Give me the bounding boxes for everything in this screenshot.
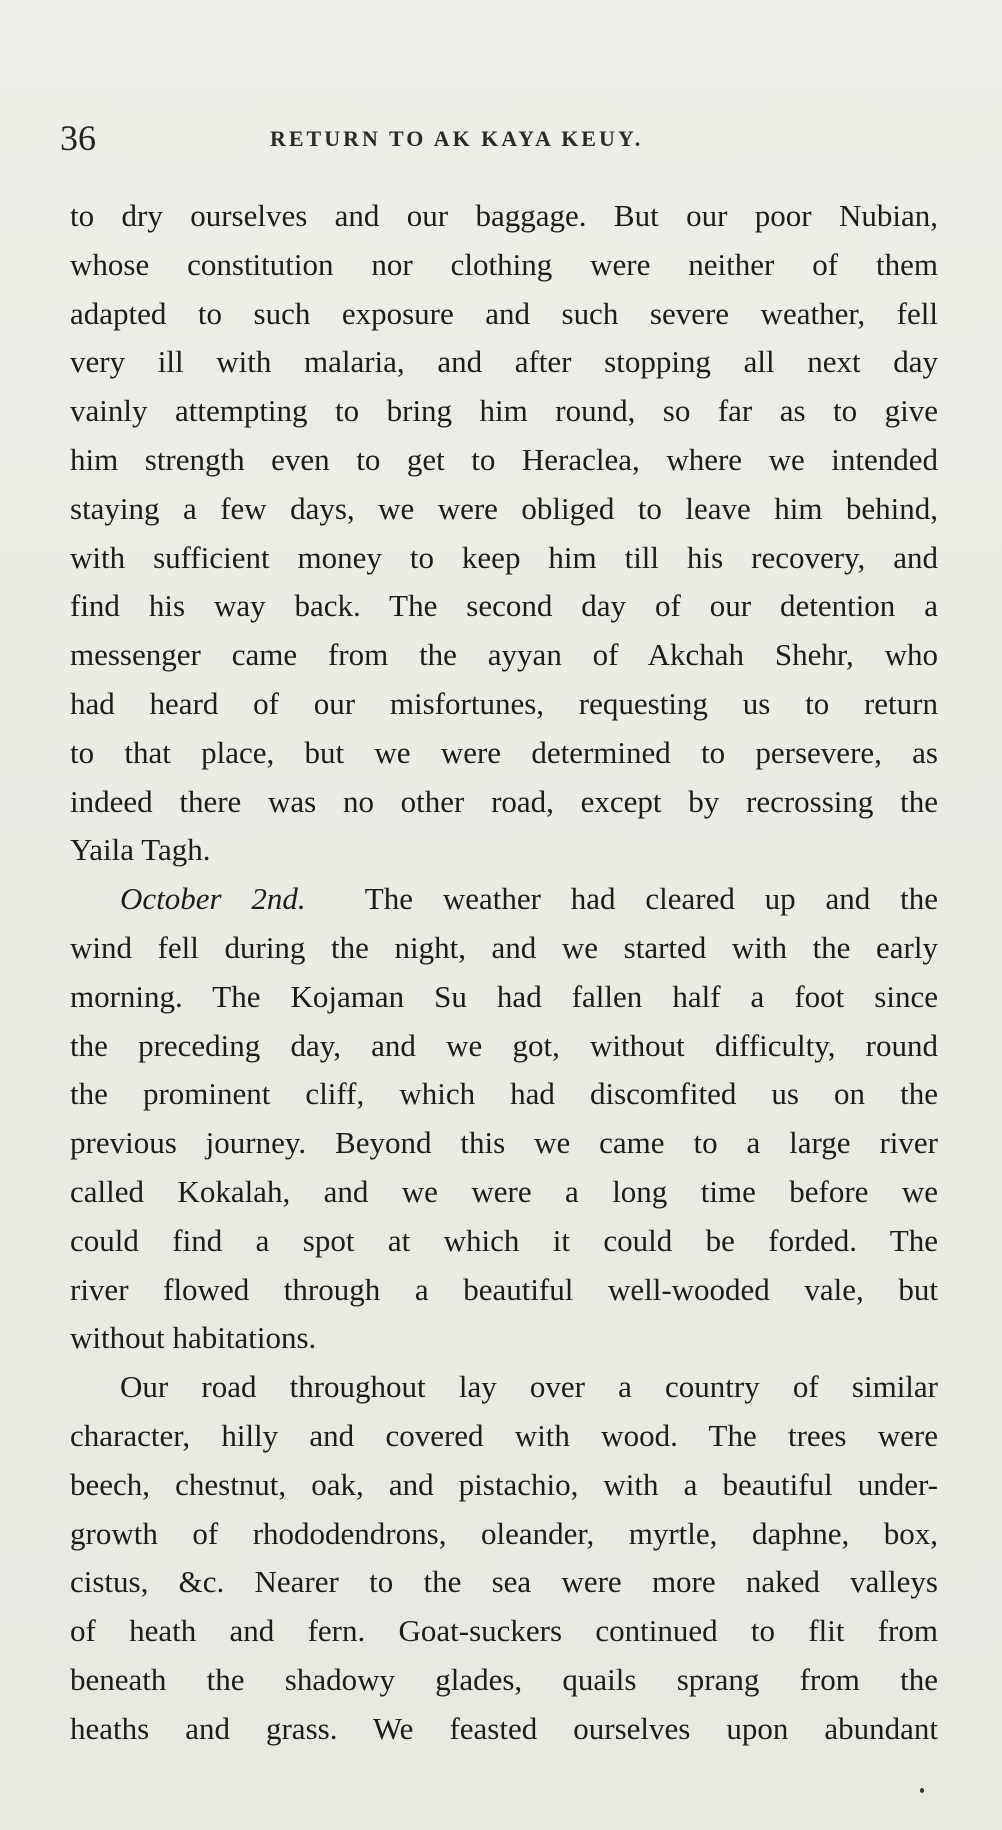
text-line: adapted to such exposure and such severe weather, fell <box>70 295 938 331</box>
text-line: called Kokalah, and we were a long time before we <box>70 1173 938 1209</box>
ink-speck <box>920 1788 924 1793</box>
text-line: beneath the shadowy glades, quails sprang from the <box>70 1661 938 1697</box>
text-line: Yaila Tagh. <box>70 832 211 868</box>
text-line: the preceding day, and we got, without difficulty, round <box>70 1027 938 1063</box>
text-line: messenger came from the ayyan of Akchah Shehr, who <box>70 637 938 673</box>
body-text <box>70 192 938 1754</box>
text-line: growth of rhododendrons, oleander, myrtle, daphne, box, <box>70 1515 938 1551</box>
text-line: Our road throughout lay over a country of similar <box>120 1369 938 1405</box>
text-line: with sufficient money to keep him till his recovery, and <box>70 539 938 575</box>
text-line: beech, chestnut, oak, and pistachio, with a beautiful under- <box>70 1466 938 1502</box>
text-line: to dry ourselves and our baggage. But our poor Nubian, <box>70 198 938 233</box>
running-head <box>60 118 930 158</box>
text-line: the prominent cliff, which had discomfited us on the <box>70 1076 938 1112</box>
running-head-title: RETURN TO AK KAYA KEUY. <box>270 126 644 151</box>
text-line: previous journey. Beyond this we came to a large river <box>70 1125 938 1161</box>
text-line: river flowed through a beautiful well-wooded vale, but <box>70 1271 938 1307</box>
text-line: wind fell during the night, and we started with the early <box>70 929 938 965</box>
text-line: to that place, but we were determined to persevere, as <box>70 734 938 770</box>
text-line: vainly attempting to bring him round, so far as to give <box>70 393 938 429</box>
text-line: very ill with malaria, and after stopping all next day <box>70 344 938 380</box>
text-line: find his way back. The second day of our detention a <box>70 588 938 624</box>
text-line: character, hilly and covered with wood. The trees were <box>70 1417 938 1453</box>
text-line: whose constitution nor clothing were neither of them <box>70 246 938 282</box>
text-line: morning. The Kojaman Su had fallen half a foot since <box>70 978 938 1014</box>
text-line: of heath and fern. Goat-suckers continued to flit from <box>70 1613 938 1649</box>
text-line: had heard of our misfortunes, requesting us to return <box>70 685 938 721</box>
text-line: without habitations. <box>70 1320 317 1356</box>
text-line: could find a spot at which it could be forded. The <box>70 1222 938 1258</box>
date-heading: October 2nd. <box>120 881 306 917</box>
text-line: him strength even to get to Heraclea, where we intended <box>70 441 938 477</box>
text-line: indeed there was no other road, except by recrossing the <box>70 783 938 819</box>
text-line: cistus, &c. Nearer to the sea were more naked valleys <box>70 1564 938 1600</box>
page-number: 36 <box>60 118 96 158</box>
text-line: heaths and grass. We feasted ourselves upon abundant <box>70 1710 938 1746</box>
text-line-rest: The weather had cleared up and the <box>364 881 938 917</box>
text-line-with-date <box>70 875 938 924</box>
text-line: staying a few days, we were obliged to leave him behind, <box>70 490 938 526</box>
